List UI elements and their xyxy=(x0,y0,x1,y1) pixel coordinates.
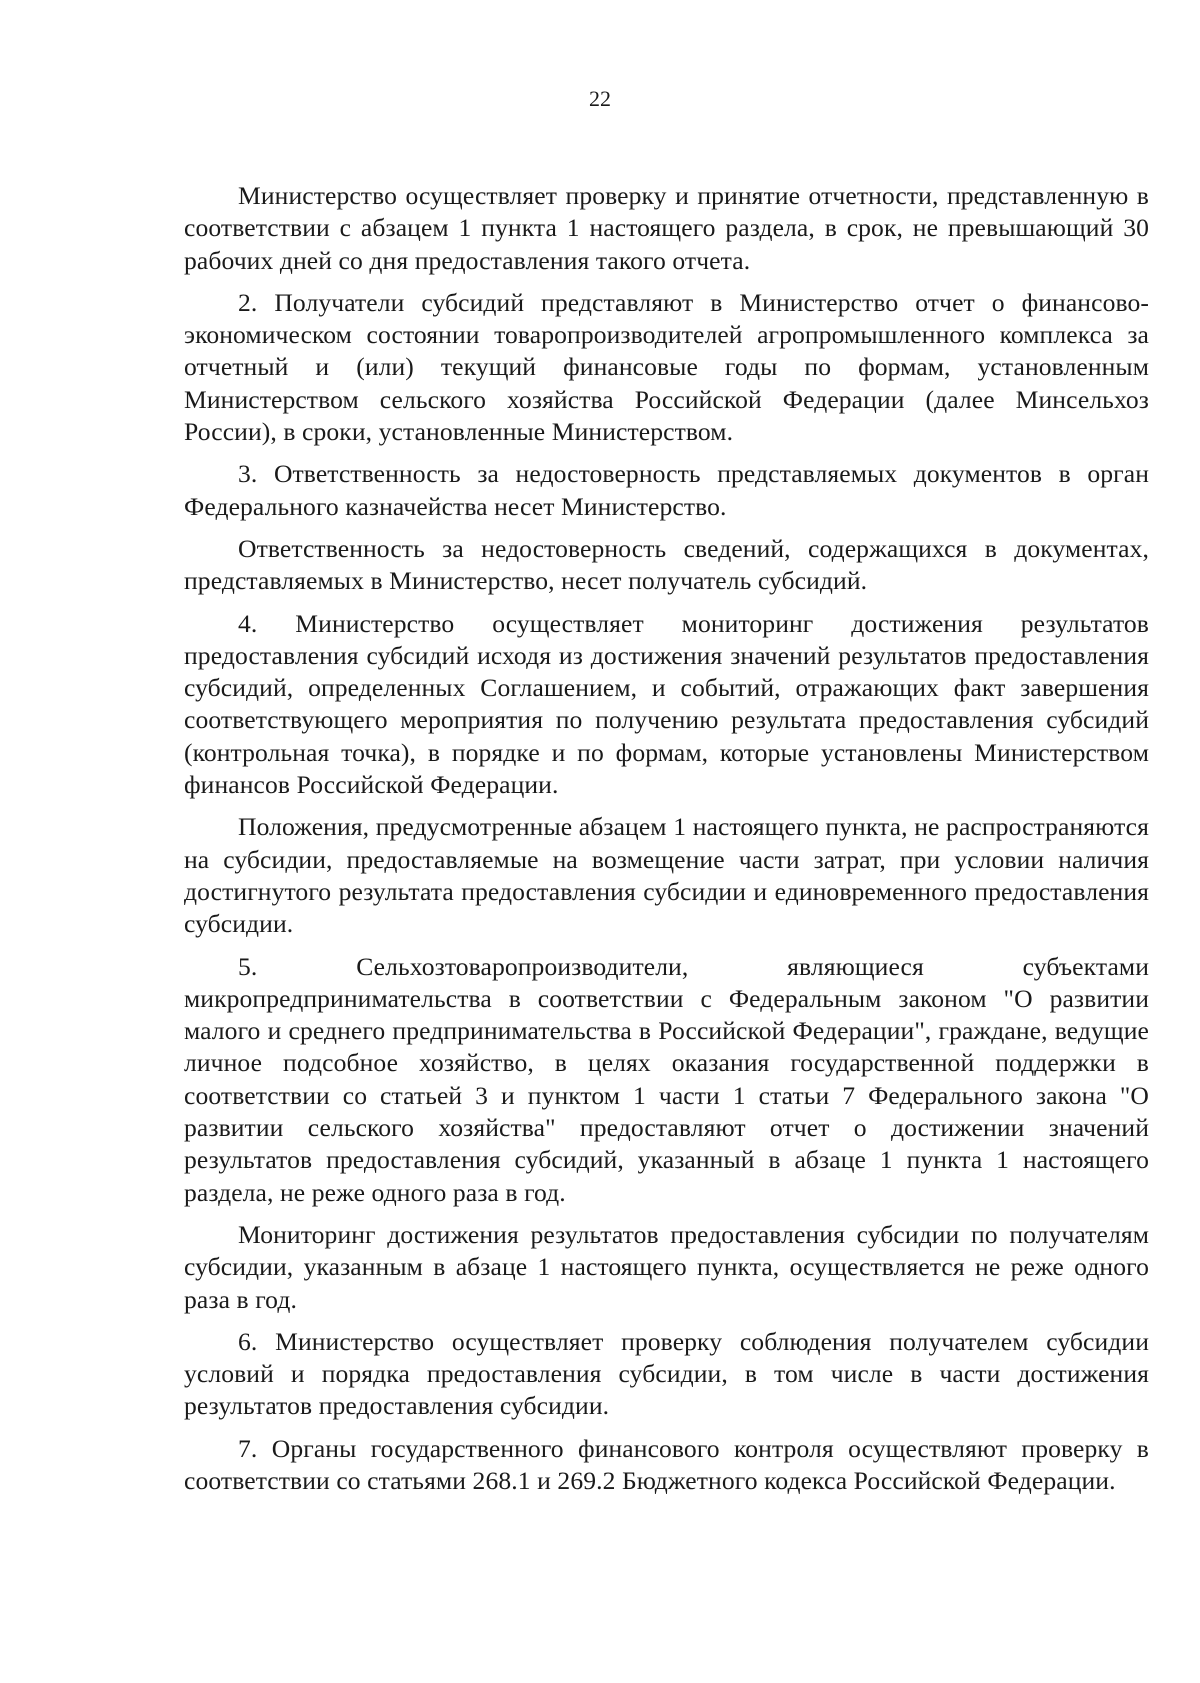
paragraph-item-3: 3. Ответственность за недостоверность представляемых документов в орган Федерального казначейства несет Министерство. xyxy=(184,459,1149,521)
paragraph-provisions: Положения, предусмотренные абзацем 1 настоящего пункта, не распространяются на субсидии, предоставляемые на возмещение части затрат, при условии наличия достигнутого результата предоставления субсидии и единовременного предоставления субсидии. xyxy=(184,812,1149,939)
paragraph-item-5: 5. Сельхозтоваропроизводители, являющиеся субъектами микропредпринимательства в соответствии с Федеральным законом "О развитии малого и среднего предпринимательства в Российской Федерации", граждане, ведущие личное подсобное хозяйство, в целях оказания государственной поддержки в соответствии со статьей 3 и пунктом 1 части 1 статьи 7 Федерального закона "О развитии сельского хозяйства" предоставляют отчет о достижении значений результатов предоставления субсидий, указанный в абзаце 1 пункта 1 настоящего раздела, не реже одного раза в год. xyxy=(184,951,1149,1207)
paragraph-item-6: 6. Министерство осуществляет проверку соблюдения получателем субсидии условий и порядка предоставления субсидии, в том числе в части достижения результатов предоставления субсидии. xyxy=(184,1326,1149,1421)
paragraph-responsibility: Ответственность за недостоверность сведений, содержащихся в документах, представляемых в Министерство, несет получатель субсидий. xyxy=(184,533,1149,596)
paragraph-reporting-acceptance: Министерство осуществляет проверку и принятие отчетности, представленную в соответствии с абзацем 1 пункта 1 настоящего раздела, в срок, не превышающий 30 рабочих дней со дня предоставления такого отчета. xyxy=(184,181,1149,275)
paragraph-item-4: 4. Министерство осуществляет мониторинг достижения результатов предоставления субсидий исходя из достижения значений результатов предоставления субсидий, определенных Соглашением, и событий, отражающих факт завершения соответствующего мероприятия по получению результата предоставления субсидий (контрольная точка), в порядке и по формам, которые установлены Министерством финансов Российской Федерации. xyxy=(184,608,1149,800)
page-number: 22 xyxy=(589,86,611,111)
paragraph-item-7: 7. Органы государственного финансового контроля осуществляют проверку в соответствии со статьями 268.1 и 269.2 Бюджетного кодекса Российской Федерации. xyxy=(184,1433,1149,1495)
paragraph-monitoring: Мониторинг достижения результатов предоставления субсидии по получателям субсидии, указанным в абзаце 1 настоящего пункта, осуществляется не реже одного раза в год. xyxy=(184,1219,1149,1314)
paragraph-item-2: 2. Получатели субсидий представляют в Министерство отчет о финансово-экономическом состоянии товаропроизводителей агропромышленного комплекса за отчетный и (или) текущий финансовые годы по формам, установленным Министерством сельского хозяйства Российской Федерации (далее Минсельхоз России), в сроки, установленные Министерством. xyxy=(184,287,1149,447)
document-body xyxy=(184,180,1149,1507)
